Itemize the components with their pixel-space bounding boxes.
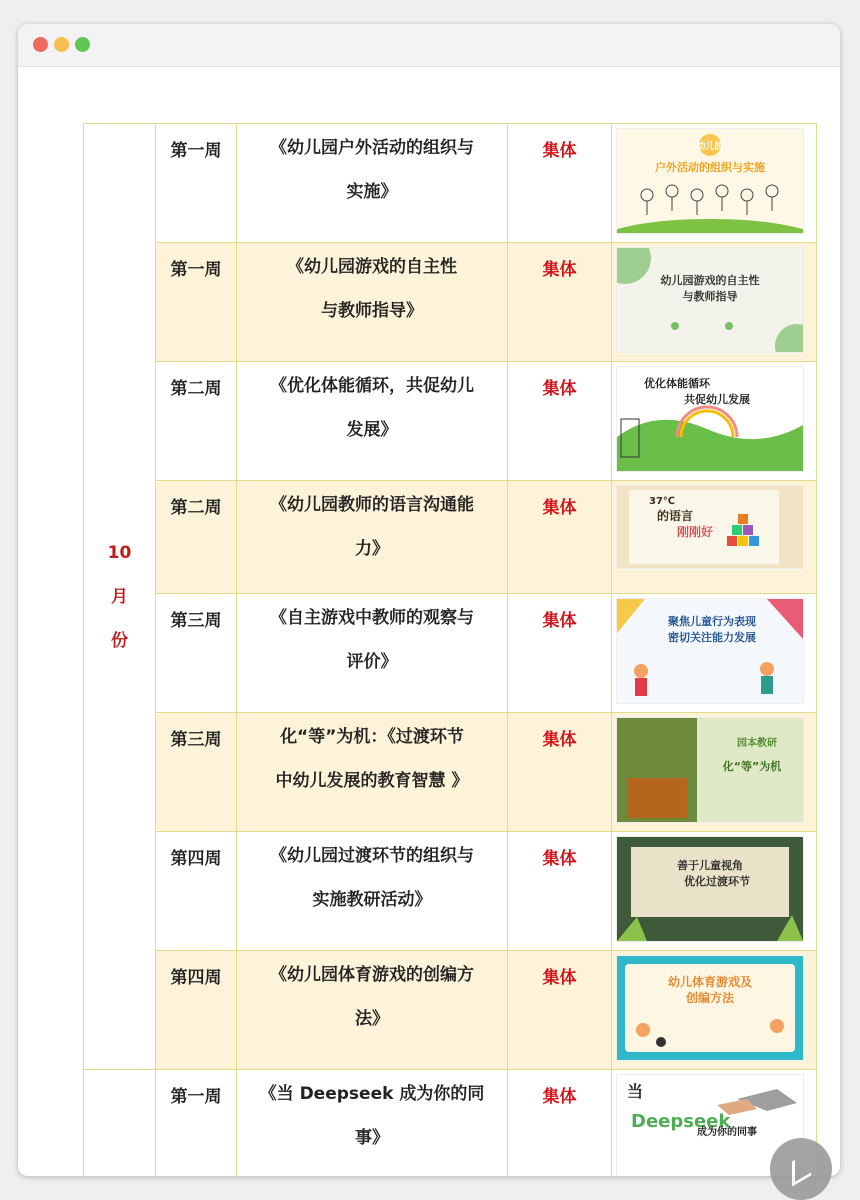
thumb-title: 共促幼儿发展 xyxy=(684,393,750,406)
thumbnail-cell xyxy=(612,481,817,594)
month-cell-empty xyxy=(84,1070,156,1177)
thumb-title: 当 xyxy=(627,1082,644,1101)
thumb-dot xyxy=(671,322,679,330)
thumbnail-image[interactable] xyxy=(616,366,804,472)
minimize-window-button[interactable] xyxy=(54,37,69,52)
week-cell: 第二周 xyxy=(156,481,237,594)
topic-cell xyxy=(237,481,508,594)
topic-line: 实施教研活动》 xyxy=(312,890,432,910)
week-cell: 第四周 xyxy=(156,951,237,1070)
table-row xyxy=(84,713,817,832)
thumb-kid xyxy=(770,1019,784,1033)
topic-cell xyxy=(237,713,508,832)
thumb-title: 户外活动的组织与实施 xyxy=(655,161,765,174)
topic-cell xyxy=(237,832,508,951)
thumb-title: 善于儿童视角 xyxy=(677,859,743,872)
type-cell: 集体 xyxy=(508,594,612,713)
topic-line: 中幼儿发展的教育智慧 》 xyxy=(275,771,469,791)
topic-line: 《幼儿园教师的语言沟通能 xyxy=(270,495,474,515)
app-window xyxy=(18,24,840,1176)
thumb-title: 优化过渡环节 xyxy=(684,875,750,888)
thumbnail-image[interactable] xyxy=(616,485,804,569)
thumb-title: 37℃ xyxy=(649,496,676,507)
topic-cell xyxy=(237,1070,508,1177)
close-window-button[interactable] xyxy=(33,37,48,52)
topic-line: 力》 xyxy=(355,539,389,559)
thumbnail-cell xyxy=(612,362,817,481)
month-suffix: 份 xyxy=(111,630,128,651)
topic-line: 发展》 xyxy=(346,420,398,440)
type-cell: 集体 xyxy=(508,362,612,481)
type-cell: 集体 xyxy=(508,124,612,243)
thumb-title: 创编方法 xyxy=(685,991,735,1005)
week-cell: 第一周 xyxy=(156,1070,237,1177)
thumb-title: 幼儿体育游戏及 xyxy=(667,975,753,989)
week-cell: 第三周 xyxy=(156,594,237,713)
topic-line: 评价》 xyxy=(346,652,398,672)
thumbnail-cell xyxy=(612,713,817,832)
week-cell: 第二周 xyxy=(156,362,237,481)
thumb-kid xyxy=(636,1023,650,1037)
thumbnail-cell xyxy=(612,832,817,951)
week-cell: 第三周 xyxy=(156,713,237,832)
maximize-window-button[interactable] xyxy=(75,37,90,52)
thumb-title: 成为你的同事 xyxy=(697,1127,757,1138)
table-row xyxy=(84,481,817,594)
topic-line: 化“等”为机：《过渡环节 xyxy=(280,727,464,747)
type-cell: 集体 xyxy=(508,481,612,594)
thumb-title: 聚焦儿童行为表现 xyxy=(668,615,756,628)
title-bar xyxy=(18,24,840,67)
thumb-title: 密切关注能力发展 xyxy=(668,631,756,644)
topic-line: 《幼儿园过渡环节的组织与 xyxy=(270,846,474,866)
topic-cell xyxy=(237,243,508,362)
type-cell: 集体 xyxy=(508,713,612,832)
thumbnail-cell xyxy=(612,124,817,243)
thumbnail-image[interactable] xyxy=(616,247,804,353)
thumbnail-image[interactable] xyxy=(616,955,804,1061)
topic-line: 法》 xyxy=(355,1009,389,1029)
week-cell: 第一周 xyxy=(156,243,237,362)
thumb-title: 的语言 xyxy=(657,509,694,523)
thumbnail-cell xyxy=(612,594,817,713)
thumb-ball xyxy=(656,1037,666,1047)
type-cell: 集体 xyxy=(508,1070,612,1177)
thumb-brand: 幼儿园 xyxy=(696,142,724,152)
thumbnail-cell xyxy=(612,951,817,1070)
thumbnail-image[interactable] xyxy=(616,128,804,234)
month-char: 月 xyxy=(111,586,128,607)
table-row xyxy=(84,362,817,481)
thumb-title: 与教师指导 xyxy=(682,290,738,303)
thumbnail-image[interactable] xyxy=(616,717,804,823)
table-row xyxy=(84,1070,817,1177)
topic-line: 实施》 xyxy=(346,182,398,202)
table-row xyxy=(84,594,817,713)
schedule-table xyxy=(83,123,817,1176)
topic-line: 《幼儿园户外活动的组织与 xyxy=(270,138,474,158)
thumb-house xyxy=(627,778,687,818)
thumb-title: 刚刚好 xyxy=(677,525,714,539)
thumb-title: 园本教研 xyxy=(737,738,777,749)
table-row xyxy=(84,243,817,362)
topic-line: 《幼儿园体育游戏的创编方 xyxy=(270,965,474,985)
type-cell: 集体 xyxy=(508,243,612,362)
type-cell: 集体 xyxy=(508,951,612,1070)
table-row xyxy=(84,124,817,243)
edit-floating-button[interactable] xyxy=(770,1138,832,1200)
topic-line: 《优化体能循环，共促幼儿 xyxy=(270,376,474,396)
thumbnail-cell xyxy=(612,243,817,362)
topic-line: 与教师指导》 xyxy=(321,301,423,321)
thumb-title: 幼儿园游戏的自主性 xyxy=(660,274,760,287)
type-cell: 集体 xyxy=(508,832,612,951)
topic-line: 《自主游戏中教师的观察与 xyxy=(270,608,474,628)
thumbnail-image[interactable] xyxy=(616,598,804,704)
thumb-title: Deepseek xyxy=(631,1111,731,1132)
week-cell: 第一周 xyxy=(156,124,237,243)
topic-line: 事》 xyxy=(355,1128,389,1148)
topic-line: 《当 Deepseek 成为你的同 xyxy=(259,1084,485,1104)
thumb-title: 优化体能循环 xyxy=(644,377,710,390)
thumb-dot xyxy=(725,322,733,330)
week-cell: 第四周 xyxy=(156,832,237,951)
topic-line: 《幼儿园游戏的自主性 xyxy=(287,257,457,277)
thumbnail-image[interactable] xyxy=(616,836,804,942)
month-number: 10 xyxy=(107,542,132,563)
table-row xyxy=(84,951,817,1070)
topic-cell xyxy=(237,124,508,243)
topic-cell xyxy=(237,362,508,481)
month-cell xyxy=(84,124,156,1070)
table-row xyxy=(84,832,817,951)
topic-cell xyxy=(237,951,508,1070)
thumb-title: 化“等”为机 xyxy=(722,760,782,773)
topic-cell xyxy=(237,594,508,713)
